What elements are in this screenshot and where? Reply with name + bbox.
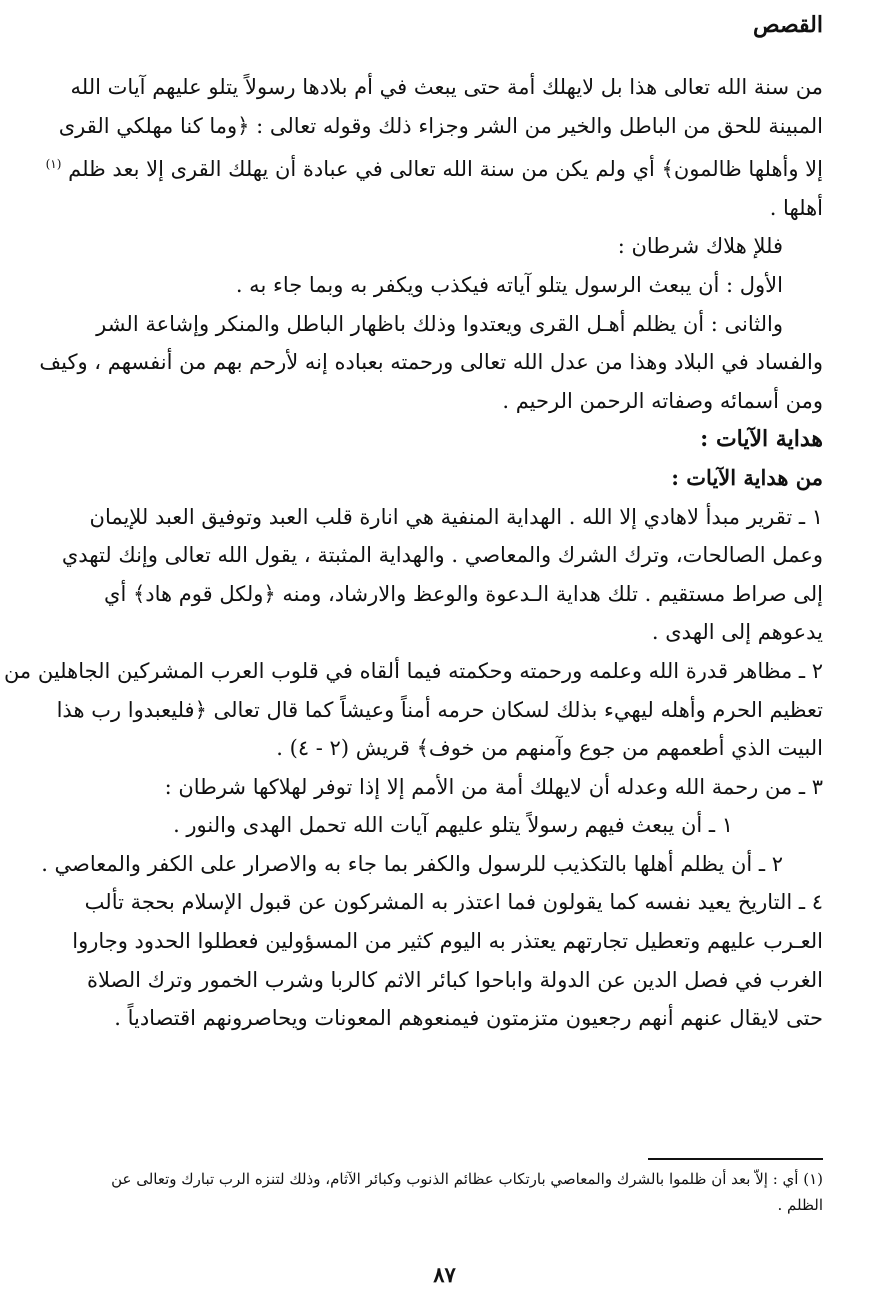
guidance-item-2 [3,652,823,768]
text-line: ٤ ـ التاريخ يعيد نفسه كما يقولون فما اعتذر به المشركون عن قبول الإسلام بحجة تألب [84,890,823,915]
section-subheading: من هداية الآيات : [671,464,823,490]
text-line: الأول : أن يبعث الرسول يتلو آياته فيكذب ويكفر به وبما جاء به . [235,272,783,297]
text-line: ٢ ـ مظاهر قدرة الله وعلمه ورحمته وحكمته فيما ألقاه في قلوب العرب المشركين الجاهلين من [3,658,823,683]
footnote [63,1166,823,1218]
text-line: يدعوهم إلى الهدى . [651,620,823,645]
text-line: المبينة للحق من الباطل والخير من الشر وجزاء ذلك وقوله تعالى : ﴿وما كنا مهلكي القرى [58,113,823,138]
text-line: البيت الذي أطعمهم من جوع وآمنهم من خوف﴾ قريش (٢ - ٤) . [276,736,823,761]
running-header: القصص [753,12,823,38]
main-text [3,68,823,1038]
text-line: العـرب عليهم وتعطيل تجارتهم يعتذر به اليوم كثير من المسؤولين فعطلوا الحدود وجاروا [72,929,823,954]
guidance-item-4 [63,883,823,1037]
text-line: والفساد في البلاد وهذا من عدل الله تعالى ورحمته بعباده إنه لأرحم بهم من أنفسهم ، وكيف [39,350,823,375]
condition-heading [63,227,823,266]
text-line: وعمل الصالحات، وترك الشرك والمعاصي . والهداية المثبتة ، يقول الله تعالى وإنك لتهدي [61,543,823,568]
text-line: ١ ـ أن يبعث فيهم رسولاً يتلو عليهم آيات الله تحمل الهدى والنور . [173,813,733,838]
text-line: إلى صراط مستقيم . تلك هداية الـدعوة والوعظ والارشاد، ومنه ﴿ولكل قوم هاد﴾ أي [104,581,823,606]
text-line-content: إلا وأهلها ظالمون﴾ أي ولم يكن من سنة الله تعالى في عبادة أن يهلك القرى إلا بعد ظلم [68,157,823,182]
second-condition [39,305,823,421]
footnote-line: (١) أي : إلاّ بعد أن ظلموا بالشرك والمعاصي بارتكاب عظائم الذنوب وكبائر الآثام، وذلك لتنزه الرب تبارك وتعالى عن [111,1170,823,1188]
guidance-item-3 [41,768,823,884]
text-line: ١ ـ تقرير مبدأ لاهادي إلا الله . الهداية المنفية هي انارة قلب العبد وتوفيق العبد للإيمان [89,504,823,529]
page-number: ٨٧ [433,1262,456,1287]
text-line: من سنة الله تعالى هذا بل لايهلك أمة حتى يبعث في أم بلادها رسولاً يتلو عليهم آيات الله [70,75,823,99]
text-line: ٢ ـ أن يظلم أهلها بالتكذيب للرسول والكفر بما جاء به والاصرار على الكفر والمعاصي . [41,851,783,876]
footnote-line: الظلم . [777,1196,823,1214]
text-line: تعظيم الحرم وأهله ليهيء بذلك لسكان حرمه أمناً وعيشاً كما قال تعالى ﴿فليعبدوا رب هذا [56,697,823,722]
text-line: الغرب في فصل الدين عن الدولة واباحوا كبائر الاثم كالربا وشرب الخمور وترك الصلاة [86,967,823,992]
footnote-divider [648,1158,823,1160]
text-line: ومن أسمائه وصفاته الرحمن الرحيم . [502,388,823,413]
section-heading: هداية الآيات : [700,426,823,453]
text-line: ٣ ـ من رحمة الله وعدله أن لايهلك أمة من الأمم إلا إذا توفر لهلاكها شرطان : [164,774,823,799]
first-condition [63,266,823,305]
text-line [45,145,823,189]
intro-paragraph [45,68,823,227]
text-line: حتى لايقال عنهم أنهم رجعيون متزمتون فيمنعوهم المعونات ويحاصرونهم اقتصادياً . [114,1006,823,1031]
text-line: والثانى : أن يظلم أهـل القرى ويعتدوا وذلك باظهار الباطل والمنكر وإشاعة الشر [96,311,783,336]
text-line: أهلها . [769,195,823,220]
text-line: فللإ هلاك شرطان : [617,234,783,259]
guidance-item-1 [63,498,823,652]
footnote-marker: (١) [45,157,62,172]
